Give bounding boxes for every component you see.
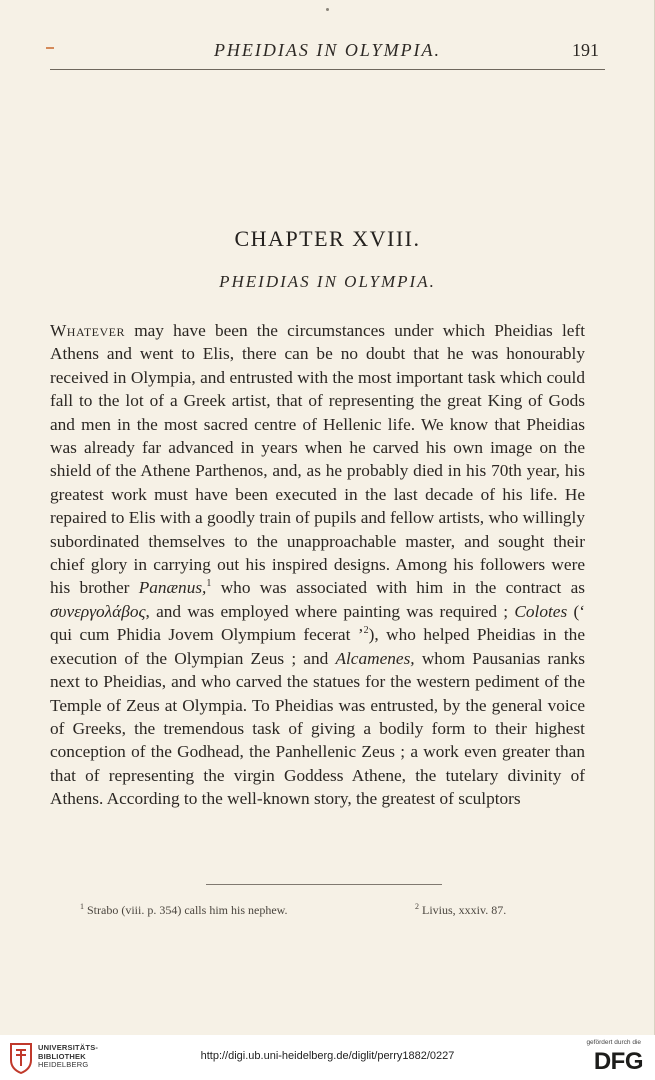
footnote-ref-1: 1 (206, 578, 212, 590)
footnote-1 (80, 902, 288, 918)
sponsor-caption: gefördert durch die (586, 1039, 641, 1046)
greek-word: συνεργολάβος (50, 601, 146, 621)
text-run: (‘ qui cum Phidia Jovem Olympium fecerat ’ (50, 601, 585, 645)
permalink-url[interactable]: http://digi.ub.uni-heidelberg.de/diglit/perry1882/0227 (200, 1050, 455, 1062)
text-run: may have been the circumstances under which Pheidias left Athens and went to Elis, there can be no doubt that he was honourably received in Olympia, and entrusted with the most important task which could fall to the lot of a Greek artist, that of representing the great King of Gods and men in the most sacred centre of Hellenic life. We know that Pheidias was already far advanced in years when he carved his own image on the shield of the Athene Parthenos, and, as he probably died in his 70th year, his greatest work must have been executed in the last decade of his life. He repaired to Elis with a goodly train of pupils and fellow artists, who willingly subordinated themselves to the unapproachable master, and sought their chief glory in carrying out his inspired designs. Among his followers were his brother (50, 321, 585, 598)
opening-word: Whatever (50, 321, 125, 340)
viewer-footer (0, 1035, 655, 1080)
text-run: whom Pausanias ranks next to Pheidias, and who carved the statues for the western pediment of the Temple of Zeus at Olympia. To Pheidias was entrusted, by the general voice of Greeks, the tremendous task of giving a bodily form to their highest conception of the Godhead, the Panhellenic Zeus ; a work even greater than that of representing the virgin Goddess Athene, the tutelary divinity of Athens. According to the well-known story, the greatest of sculptors (50, 648, 585, 809)
header-rule (50, 69, 605, 70)
footnote-2 (415, 902, 506, 918)
chapter-title: CHAPTER XVIII. (234, 226, 421, 251)
running-head (0, 40, 655, 64)
footnote-text: Strabo (viii. p. 354) calls him his nephew. (84, 903, 288, 917)
footnote-text: Livius, xxxiv. 87. (419, 903, 507, 917)
footnote-rule (206, 884, 442, 885)
institution-name: UNIVERSITÄTS- BIBLIOTHEK HEIDELBERG (38, 1043, 99, 1069)
running-title: PHEIDIAS IN OLYMPIA. (213, 40, 442, 60)
text-run: who was associated with him in the contract as (211, 578, 585, 598)
footnote-marker: 1 (80, 902, 84, 911)
dfg-logo: DFG (593, 1048, 643, 1075)
text-run: , and was employed where painting was required ; (145, 601, 515, 621)
body-paragraph (50, 319, 585, 811)
footnote-marker: 2 (415, 902, 419, 911)
name-alcamenes: Alcamenes, (335, 648, 415, 668)
page-number: 191 (572, 40, 599, 60)
name-panaenus: Panænus, (138, 578, 207, 598)
name-colotes: Colotes (514, 601, 568, 621)
speck-mark (326, 8, 329, 11)
text-run: ), who helped Pheidias in the execution of the Olympian Zeus ; and (50, 625, 585, 668)
footnotes (80, 902, 580, 922)
footnote-ref-2: 2 (363, 625, 369, 637)
chapter-subtitle: PHEIDIAS IN OLYMPIA. (219, 272, 436, 291)
